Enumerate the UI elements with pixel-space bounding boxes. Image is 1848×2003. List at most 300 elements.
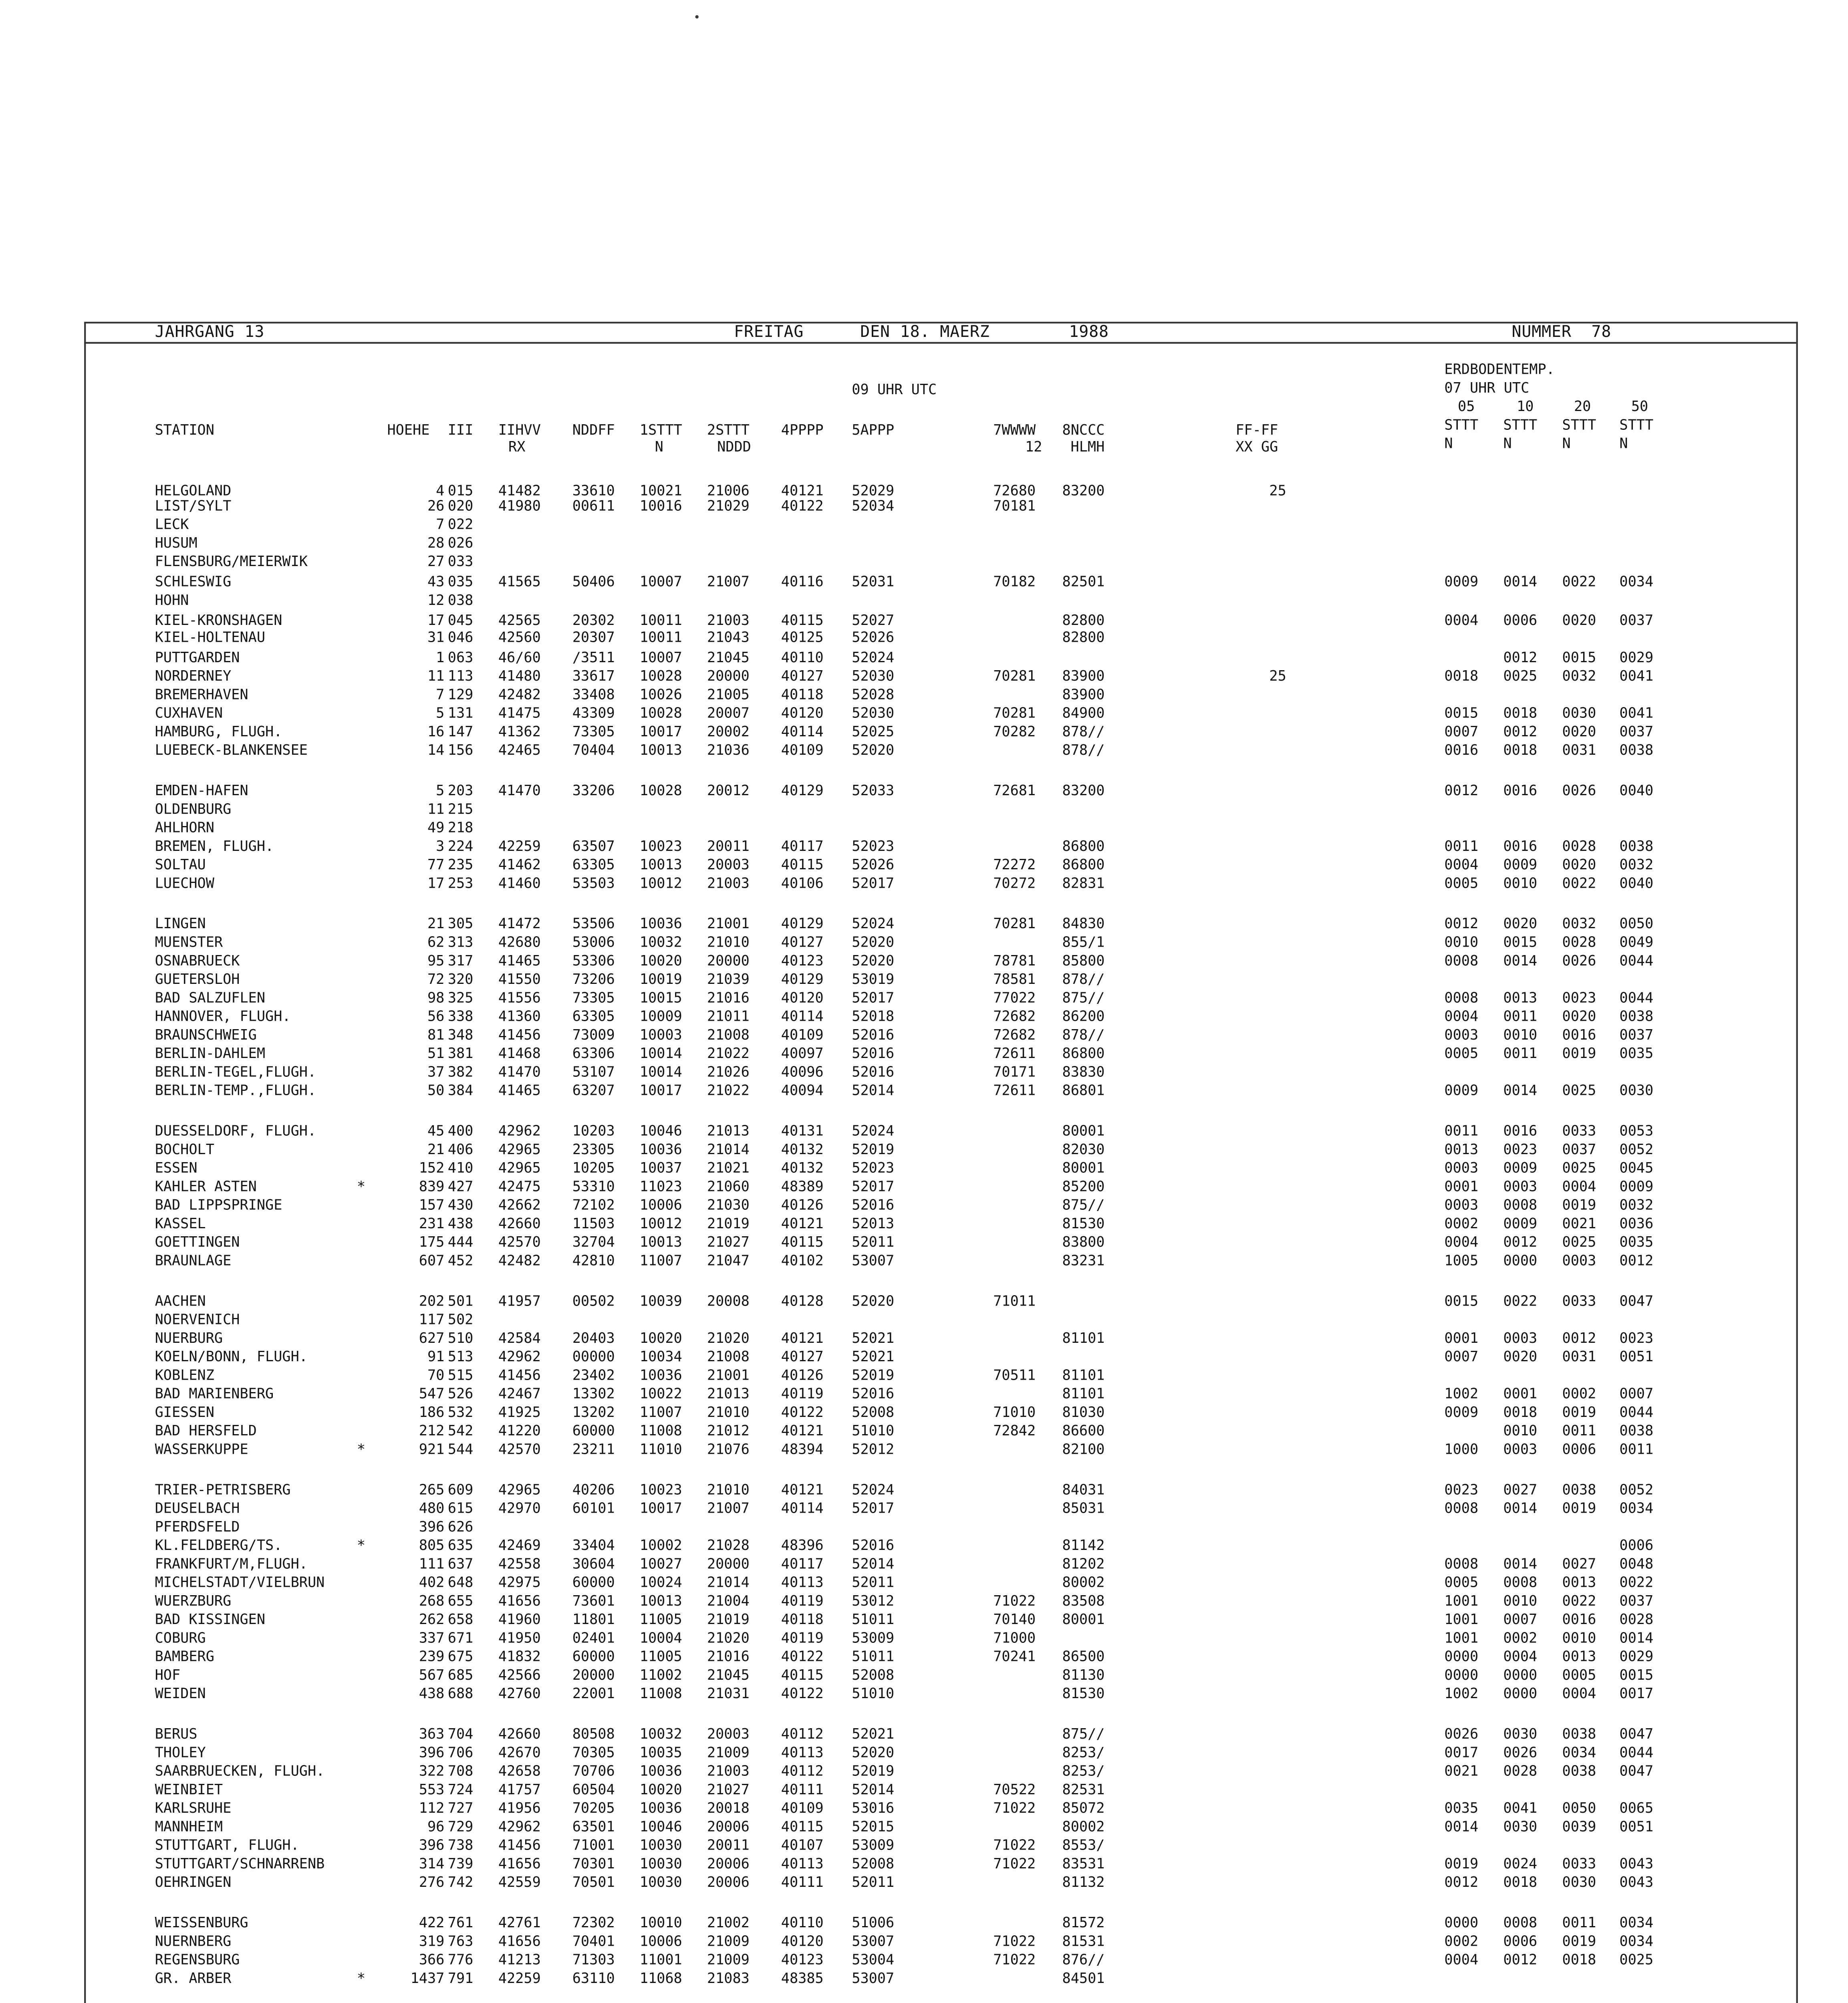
station-height: 805 — [419, 1536, 445, 1554]
table-row — [0, 1235, 1784, 1251]
station-index: 406 — [447, 1141, 474, 1158]
weather-group: 72842 — [993, 1422, 1036, 1439]
nddff-group: 63305 — [572, 1007, 615, 1024]
temperature-group: 10012 — [639, 874, 682, 891]
soil-temp-cell: 0008 — [1444, 1499, 1479, 1516]
nddff-group: 70305 — [572, 1743, 615, 1761]
station-height: 553 — [419, 1781, 445, 1798]
tendency-group: 52031 — [852, 572, 895, 590]
temperature-group: 10004 — [639, 1629, 682, 1646]
stt2-column-header: 2STTT — [707, 421, 750, 438]
soil-temp-cell: 0018 — [1503, 741, 1538, 758]
pressure-group: 48394 — [781, 1440, 824, 1457]
nddff-group: 73206 — [572, 970, 615, 987]
cloud-group: 80002 — [1062, 1573, 1105, 1590]
dewpoint-group: 21011 — [707, 1007, 750, 1024]
ww-column-header: 7WWWW — [993, 421, 1036, 438]
soil-temp-cell: 0020 — [1562, 723, 1596, 740]
station-height: 363 — [419, 1725, 445, 1742]
pressure-group: 40112 — [781, 1725, 824, 1742]
table-row — [0, 1294, 1784, 1310]
station-name: BAD SALZUFLEN — [155, 989, 266, 1006]
iihvv-group: 41550 — [498, 970, 541, 987]
tendency-group: 53009 — [852, 1629, 895, 1646]
soil-temp-cell: 0028 — [1619, 1610, 1654, 1628]
iihvv-group: 42467 — [498, 1384, 541, 1402]
station-index: 742 — [447, 1873, 474, 1890]
soil-temp-cell: 0020 — [1503, 915, 1538, 932]
station-height: 839 — [419, 1177, 445, 1195]
station-height: 396 — [419, 1836, 445, 1854]
pressure-group: 40114 — [781, 1499, 824, 1516]
dewpoint-group: 21012 — [707, 1422, 750, 1439]
soil-temp-cell: 0009 — [1444, 1081, 1479, 1098]
cloud-group: 83830 — [1062, 1063, 1105, 1080]
temperature-group: 10002 — [639, 1536, 682, 1554]
station-name: PFERDSFELD — [155, 1518, 240, 1535]
table-row — [0, 1483, 1784, 1498]
station-name: BERUS — [155, 1725, 197, 1742]
dewpoint-group: 21027 — [707, 1233, 750, 1250]
nddff-group: 71303 — [572, 1951, 615, 1968]
station-name: BRAUNLAGE — [155, 1251, 232, 1269]
soil-temp-cell: 0020 — [1562, 856, 1596, 873]
nddff-group: 30604 — [572, 1555, 615, 1572]
soil-temp-cell: 0035 — [1619, 1233, 1654, 1250]
soil-temp-cell: 0019 — [1444, 1855, 1479, 1872]
pressure-group: 40117 — [781, 1555, 824, 1572]
soil-temp-cell: 0016 — [1503, 837, 1538, 854]
station-index: 635 — [447, 1536, 474, 1554]
soil-temp-cell: 0020 — [1562, 611, 1596, 629]
station-index: 501 — [447, 1292, 474, 1309]
soil-temp-cell: 0006 — [1562, 1440, 1596, 1457]
cloud-group: 81132 — [1062, 1873, 1105, 1890]
tendency-group: 52016 — [852, 1044, 895, 1062]
pressure-group: 40120 — [781, 704, 824, 721]
station-name: BREMEN, FLUGH. — [155, 837, 274, 854]
tendency-group: 53007 — [852, 1251, 895, 1269]
pressure-group: 40094 — [781, 1081, 824, 1098]
cloud-group: 81130 — [1062, 1666, 1105, 1683]
station-name: BAMBERG — [155, 1647, 214, 1665]
dewpoint-group: 21010 — [707, 1403, 750, 1421]
p5-column-header: 5APPP — [852, 421, 895, 438]
temperature-group: 10027 — [639, 1555, 682, 1572]
soil-temp-cell: 0034 — [1562, 1743, 1596, 1761]
temperature-group: 10009 — [639, 1007, 682, 1024]
dewpoint-group: 21021 — [707, 1159, 750, 1176]
table-row — [0, 1083, 1784, 1099]
temperature-group: 10023 — [639, 837, 682, 854]
iihvv-group: 42482 — [498, 1251, 541, 1269]
cloud-group: 81142 — [1062, 1536, 1105, 1554]
soil-20-column-header: STTT — [1562, 416, 1596, 433]
station-index: 400 — [447, 1122, 474, 1139]
tendency-group: 52024 — [852, 915, 895, 932]
tendency-group: 52015 — [852, 1818, 895, 1835]
cloud-group: 86600 — [1062, 1422, 1105, 1439]
temperature-group: 10020 — [639, 1329, 682, 1346]
soil-temp-cell: 0025 — [1562, 1081, 1596, 1098]
table-row — [0, 784, 1784, 799]
pressure-group: 40113 — [781, 1573, 824, 1590]
station-height: 27 — [427, 552, 445, 570]
soil-temp-cell: 0014 — [1503, 1081, 1538, 1098]
station-name: TRIER-PETRISBERG — [155, 1481, 291, 1498]
nddff-group: 71001 — [572, 1836, 615, 1854]
station-index: 235 — [447, 856, 474, 873]
station-height: 111 — [419, 1555, 445, 1572]
pressure-group: 40113 — [781, 1743, 824, 1761]
table-row — [0, 839, 1784, 854]
soil-temp-cell: 0043 — [1619, 1873, 1654, 1890]
weather-group: 70182 — [993, 572, 1036, 590]
station-name: FLENSBURG/MEIERWIK — [155, 552, 308, 570]
tendency-group: 52016 — [852, 1384, 895, 1402]
gust-group: 25 — [1269, 482, 1286, 499]
table-row — [0, 743, 1784, 759]
iihvv-group: 41462 — [498, 856, 541, 873]
pressure-group: 40118 — [781, 685, 824, 703]
nddff-group: 02401 — [572, 1629, 615, 1646]
tendency-group: 52034 — [852, 497, 895, 514]
soil-temp-cell: 0049 — [1619, 933, 1654, 950]
tendency-group: 52030 — [852, 667, 895, 684]
soil-temp-cell: 0035 — [1619, 1044, 1654, 1062]
soil-temp-cell: 0047 — [1619, 1762, 1654, 1779]
soil-temp-cell: 0021 — [1444, 1762, 1479, 1779]
nddff-group: 53107 — [572, 1063, 615, 1080]
cloud-group: 81572 — [1062, 1914, 1105, 1931]
table-row — [0, 1953, 1784, 1968]
soil-temp-cell: 0037 — [1619, 723, 1654, 740]
pressure-group: 40118 — [781, 1610, 824, 1628]
soil-temp-cell: 0044 — [1619, 952, 1654, 969]
iihvv-group: 41757 — [498, 1781, 541, 1798]
cloud-group: 81530 — [1062, 1215, 1105, 1232]
station-height: 314 — [419, 1855, 445, 1872]
pressure-group: 40123 — [781, 952, 824, 969]
station-index: 542 — [447, 1422, 474, 1439]
station-column-header: STATION — [155, 421, 214, 438]
cloud-group: 85031 — [1062, 1499, 1105, 1516]
weather-group: 70171 — [993, 1063, 1036, 1080]
table-row — [0, 1649, 1784, 1665]
soil-05-column-subheader: N — [1444, 435, 1453, 452]
station-index: 384 — [447, 1081, 474, 1098]
station-name: BOCHOLT — [155, 1141, 214, 1158]
iihvv-group: 41656 — [498, 1592, 541, 1609]
dewpoint-group: 21016 — [707, 989, 750, 1006]
soil-20-column-subheader: N — [1562, 435, 1571, 452]
station-index: 022 — [447, 515, 474, 532]
pressure-group: 40131 — [781, 1122, 824, 1139]
soil-temp-cell: 1000 — [1444, 1440, 1479, 1457]
dewpoint-group: 21003 — [707, 611, 750, 629]
soil-temp-cell: 0004 — [1444, 1233, 1479, 1250]
nddff-group: 70501 — [572, 1873, 615, 1890]
soil-temp-cell: 0034 — [1619, 572, 1654, 590]
pressure-group: 40132 — [781, 1141, 824, 1158]
table-row — [0, 1782, 1784, 1798]
table-row — [0, 876, 1784, 892]
soil-temp-cell: 0047 — [1619, 1292, 1654, 1309]
soil-temp-cell: 0009 — [1503, 1159, 1538, 1176]
soil-temp-cell: 0011 — [1444, 837, 1479, 854]
soil-05-column-header: STTT — [1444, 416, 1479, 433]
soil-temp-cell: 0003 — [1503, 1440, 1538, 1457]
soil-temp-cell: 0011 — [1503, 1007, 1538, 1024]
soil-temp-cell: 0037 — [1619, 1026, 1654, 1043]
soil-temp-cell: 0020 — [1503, 1348, 1538, 1365]
tendency-group: 52029 — [852, 482, 895, 499]
nddff-group: 11503 — [572, 1215, 615, 1232]
soil-temp-cell: 0030 — [1619, 1081, 1654, 1098]
dewpoint-group: 21008 — [707, 1348, 750, 1365]
temperature-group: 10013 — [639, 1592, 682, 1609]
iihvv-group: 42584 — [498, 1329, 541, 1346]
soil-temp-cell: 0038 — [1619, 1007, 1654, 1024]
soil-temp-cell: 0022 — [1562, 1592, 1596, 1609]
soil-50-column-header: STTT — [1619, 416, 1654, 433]
pressure-group: 40123 — [781, 1951, 824, 1968]
table-row — [0, 1331, 1784, 1346]
soil-temp-cell: 0019 — [1562, 1044, 1596, 1062]
soil-temp-cell: 0021 — [1562, 1215, 1596, 1232]
station-index: 381 — [447, 1044, 474, 1062]
soil-temp-cell: 0040 — [1619, 874, 1654, 891]
station-name: MUENSTER — [155, 933, 223, 950]
soil-temp-cell: 0012 — [1562, 1329, 1596, 1346]
station-height: 7 — [436, 685, 445, 703]
station-height: 567 — [419, 1666, 445, 1683]
temperature-group: 10013 — [639, 1233, 682, 1250]
weekday-label: FREITAG — [734, 323, 804, 342]
soil-temp-cell: 0001 — [1503, 1384, 1538, 1402]
tendency-group: 52025 — [852, 723, 895, 740]
soil-depth-05: 05 — [1458, 397, 1475, 415]
station-height: 72 — [427, 970, 445, 987]
iihvv-group: 46/60 — [498, 649, 541, 666]
cloud-group: 80001 — [1062, 1122, 1105, 1139]
iihvv-group: 42475 — [498, 1177, 541, 1195]
tendency-group: 52012 — [852, 1440, 895, 1457]
pressure-group: 40127 — [781, 667, 824, 684]
temperature-group: 10046 — [639, 1122, 682, 1139]
soil-temp-cell: 0025 — [1619, 1951, 1654, 1968]
weather-group: 72680 — [993, 482, 1036, 499]
weather-group: 70140 — [993, 1610, 1036, 1628]
dewpoint-group: 20006 — [707, 1855, 750, 1872]
soil-temp-cell: 0002 — [1444, 1215, 1479, 1232]
station-index: 035 — [447, 572, 474, 590]
station-name: OLDENBURG — [155, 800, 232, 817]
nddff-group: 70301 — [572, 1855, 615, 1872]
soil-temp-cell: 0004 — [1444, 856, 1479, 873]
iihvv-group: 41360 — [498, 1007, 541, 1024]
soil-temp-cell: 0011 — [1619, 1440, 1654, 1457]
nddff-group: 00502 — [572, 1292, 615, 1309]
station-name: LIST/SYLT — [155, 497, 232, 514]
station-index: 685 — [447, 1666, 474, 1683]
station-name: BAD HERSFELD — [155, 1422, 257, 1439]
temperature-group: 10036 — [639, 1141, 682, 1158]
nddff-group: 60000 — [572, 1573, 615, 1590]
station-index: 515 — [447, 1366, 474, 1383]
dewpoint-group: 21043 — [707, 628, 750, 645]
tendency-group: 52011 — [852, 1873, 895, 1890]
tendency-group: 52017 — [852, 1499, 895, 1516]
cloud-group: 83900 — [1062, 667, 1105, 684]
soil-temp-cell: 0030 — [1503, 1725, 1538, 1742]
station-name: PUTTGARDEN — [155, 649, 240, 666]
table-row — [0, 1538, 1784, 1554]
tendency-group: 52014 — [852, 1555, 895, 1572]
station-height: 152 — [419, 1159, 445, 1176]
station-height: 396 — [419, 1743, 445, 1761]
table-row — [0, 1501, 1784, 1517]
pressure-group: 40111 — [781, 1781, 824, 1798]
tendency-group: 51010 — [852, 1422, 895, 1439]
table-row — [0, 1820, 1784, 1835]
soil-temp-cell: 0004 — [1562, 1177, 1596, 1195]
soil-temp-cell: 0023 — [1503, 1141, 1538, 1158]
nddff-group: 60101 — [572, 1499, 615, 1516]
iihvv-group: 41472 — [498, 915, 541, 932]
iihvv-group: 42962 — [498, 1818, 541, 1835]
pressure-group: 40121 — [781, 1215, 824, 1232]
soil-temp-cell: 0008 — [1444, 989, 1479, 1006]
station-height: 175 — [419, 1233, 445, 1250]
station-height: 366 — [419, 1951, 445, 1968]
dewpoint-group: 21007 — [707, 1499, 750, 1516]
station-name: NORDERNEY — [155, 667, 232, 684]
table-row — [0, 1916, 1784, 1931]
dewpoint-group: 21001 — [707, 915, 750, 932]
soil-temp-cell: 0016 — [1444, 741, 1479, 758]
soil-temp-cell: 0000 — [1503, 1685, 1538, 1702]
station-height: 50 — [427, 1081, 445, 1098]
station-height: 28 — [427, 534, 445, 551]
pressure-group: 40125 — [781, 628, 824, 645]
station-height: 56 — [427, 1007, 445, 1024]
station-index: 131 — [447, 704, 474, 721]
cloud-group: 83508 — [1062, 1592, 1105, 1609]
tendency-group: 52014 — [852, 1781, 895, 1798]
station-height: 3 — [436, 837, 445, 854]
station-height: 77 — [427, 856, 445, 873]
station-index: 738 — [447, 1836, 474, 1854]
table-row — [0, 1386, 1784, 1402]
cloud-group: 83800 — [1062, 1233, 1105, 1250]
soil-temp-cell: 0026 — [1562, 952, 1596, 969]
temperature-group: 10006 — [639, 1196, 682, 1213]
table-row — [0, 613, 1784, 629]
dewpoint-group: 21013 — [707, 1122, 750, 1139]
station-name: HANNOVER, FLUGH. — [155, 1007, 291, 1024]
weather-group: 71010 — [993, 1403, 1036, 1421]
iihvv-group: 41468 — [498, 1044, 541, 1062]
nddff-column-header: NDDFF — [572, 421, 615, 438]
soil-temp-cell: 0029 — [1619, 1647, 1654, 1665]
cloud-group: 84900 — [1062, 704, 1105, 721]
pressure-group: 40097 — [781, 1044, 824, 1062]
station-height: 21 — [427, 1141, 445, 1158]
pressure-group: 40109 — [781, 1799, 824, 1816]
tendency-group: 53007 — [852, 1932, 895, 1949]
nddff-group: 70404 — [572, 741, 615, 758]
tendency-group: 52023 — [852, 1159, 895, 1176]
temperature-group: 10037 — [639, 1159, 682, 1176]
pressure-group: 48385 — [781, 1969, 824, 1987]
weather-group: 71022 — [993, 1836, 1036, 1854]
soil-temp-cell: 0038 — [1562, 1481, 1596, 1498]
dewpoint-group: 20012 — [707, 782, 750, 799]
station-index: 626 — [447, 1518, 474, 1535]
soil-temp-cell: 0009 — [1444, 572, 1479, 590]
station-name: BAD MARIENBERG — [155, 1384, 274, 1402]
iihvv-group: 41556 — [498, 989, 541, 1006]
cloud-group: 81030 — [1062, 1403, 1105, 1421]
table-row — [0, 1253, 1784, 1269]
station-name: REGENSBURG — [155, 1951, 240, 1968]
pressure-group: 40127 — [781, 1348, 824, 1365]
iihvv-group: 41980 — [498, 497, 541, 514]
station-height: 212 — [419, 1422, 445, 1439]
station-height: 96 — [427, 1818, 445, 1835]
weather-group: 71011 — [993, 1292, 1036, 1309]
iihvv-group: 42662 — [498, 1196, 541, 1213]
tendency-group: 52008 — [852, 1403, 895, 1421]
soil-temp-cell: 0010 — [1444, 933, 1479, 950]
soil-temp-cell: 0025 — [1503, 667, 1538, 684]
station-name: OEHRINGEN — [155, 1873, 232, 1890]
soil-temp-cell: 0006 — [1503, 611, 1538, 629]
soil-temp-cell: 0003 — [1503, 1329, 1538, 1346]
soil-temp-cell: 0004 — [1444, 611, 1479, 629]
weather-group: 71022 — [993, 1932, 1036, 1949]
cloud-group: 8553/ — [1062, 1836, 1105, 1854]
tendency-group: 52017 — [852, 874, 895, 891]
tendency-group: 52024 — [852, 649, 895, 666]
soil-temp-cell: 0034 — [1619, 1914, 1654, 1931]
table-row — [0, 1009, 1784, 1025]
station-height: 239 — [419, 1647, 445, 1665]
soil-temp-cell: 0010 — [1562, 1629, 1596, 1646]
nddff-group: 23305 — [572, 1141, 615, 1158]
temperature-group: 10007 — [639, 649, 682, 666]
soil-temp-cell: 0033 — [1562, 1292, 1596, 1309]
soil-temp-cell: 0015 — [1503, 933, 1538, 950]
dewpoint-group: 21029 — [707, 497, 750, 514]
pressure-group: 40129 — [781, 782, 824, 799]
iihvv-group: 42760 — [498, 1685, 541, 1702]
station-name: WEISSENBURG — [155, 1914, 248, 1931]
soil-temp-cell: 0018 — [1444, 667, 1479, 684]
temperature-group: 10003 — [639, 1026, 682, 1043]
pressure-group: 40114 — [781, 1007, 824, 1024]
tendency-group: 53012 — [852, 1592, 895, 1609]
soil-temp-cell: 0014 — [1444, 1818, 1479, 1835]
nddff-group: 20403 — [572, 1329, 615, 1346]
dewpoint-group: 20000 — [707, 952, 750, 969]
nddff-group: 42810 — [572, 1251, 615, 1269]
iihvv-column-subheader: RX — [508, 438, 526, 455]
station-index: 727 — [447, 1799, 474, 1816]
iihvv-group: 42680 — [498, 933, 541, 950]
temperature-group: 10030 — [639, 1855, 682, 1872]
